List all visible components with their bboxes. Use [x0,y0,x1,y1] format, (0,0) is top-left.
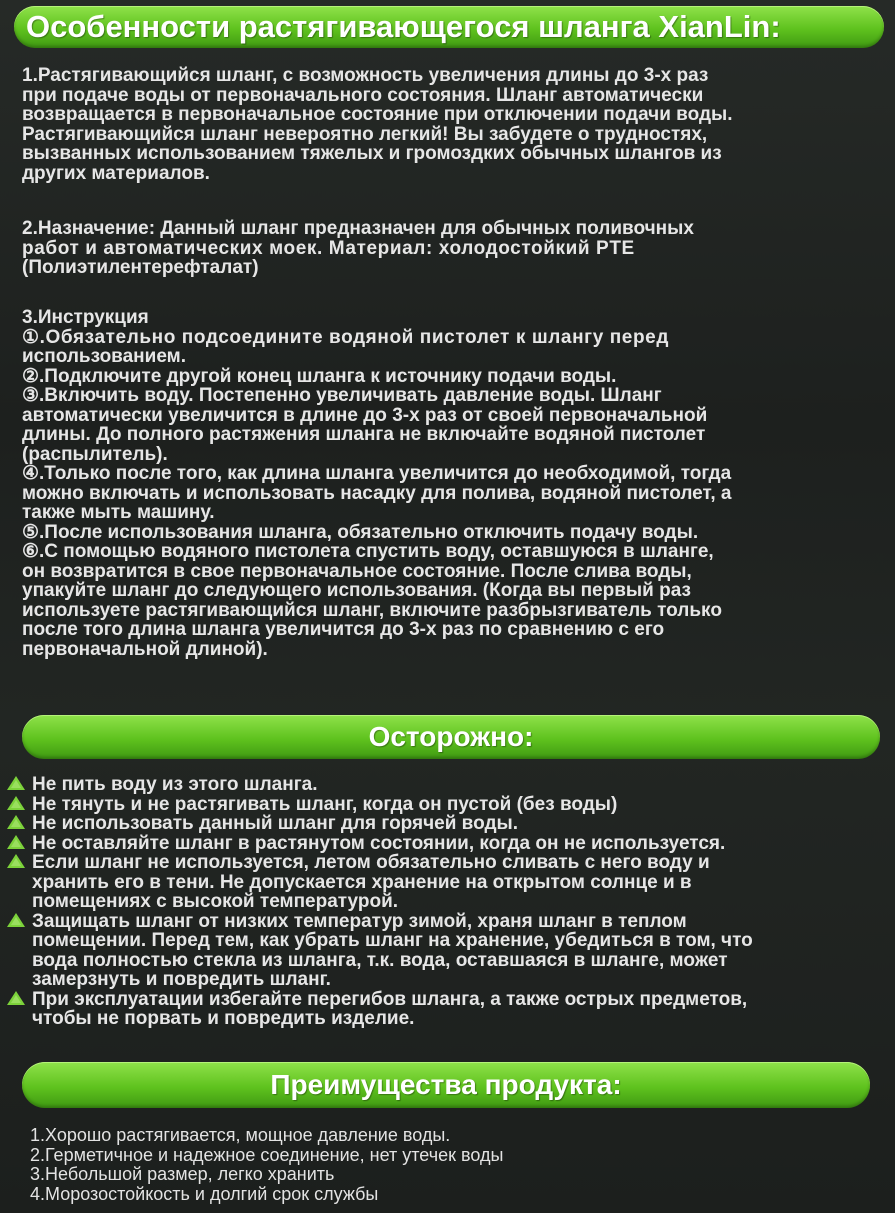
purpose-line: работ и автоматических моек. Материал: холодостойкий PTE [22,237,635,259]
green-triangle-bullet-icon [6,892,28,908]
intro-line: возвращается в первоначальное состояние при отключении подачи воды. [22,104,733,125]
green-triangle-bullet-icon [6,775,28,791]
caution-item [6,912,886,932]
intro-line: 1.Растягивающийся шланг, с возможность увеличения длины до 3-х раз [22,65,709,86]
benefits-banner [22,1062,870,1108]
green-triangle-bullet-icon [6,931,28,947]
caution-text: Если шланг не используется, летом обязательно сливать с него воду и [32,852,710,873]
instruction-line: он возвратится в свое первоначальное состояние. После слива воды, [22,560,692,582]
caution-text: помещении. Перед тем, как убрать шланг на хранение, убедиться в том, что [32,930,753,951]
instruction-line: ③.Включить воду. Постепенно увеличивать давление воды. Шланг [22,385,662,406]
instruction-line: ①.Обязательно подсоедините водяной пистолет к шлангу перед [22,326,670,348]
instruction-line: упакуйте шланг до следующего использования. (Когда вы первый раз [22,580,691,601]
caution-text: Не оставляйте шланг в растянутом состоянии, когда он не используется. [32,832,726,854]
green-triangle-bullet-icon [6,970,28,986]
caution-text: вода полностью стекла из шланга, т.к. вода, оставшаяся в шланге, может [32,949,728,971]
caution-text: При эксплуатации избегайте перегибов шланга, а также острых предметов, [32,988,748,1010]
caution-text: замерзнуть и повредить шланг. [32,969,331,990]
green-triangle-bullet-icon [6,814,28,830]
instruction-line: ④.Только после того, как длина шланга увеличится до необходимой, тогда [22,463,732,484]
instruction-section [22,308,888,659]
green-triangle-bullet-icon [6,834,28,850]
instruction-line: первоначальной длиной). [22,638,268,660]
purpose-line: 2.Назначение: Данный шланг предназначен для обычных поливочных [22,218,694,239]
instruction-line: использованием. [22,346,186,367]
instruction-heading: 3.Инструкция [22,307,149,328]
caution-item [6,990,886,1010]
caution-item [6,834,886,854]
intro-line: других материалов. [22,162,210,184]
benefits-list [30,1126,895,1204]
instruction-line: используете растягивающийся шланг, включите разбрызгиватель только [22,599,722,621]
green-triangle-bullet-icon [6,795,28,811]
instruction-line: ②.Подключите другой конец шланга к источнику подачи воды. [22,365,617,387]
caution-text: Не тянуть и не растягивать шланг, когда он пустой (без воды) [32,793,618,815]
green-triangle-bullet-icon [6,853,28,869]
instruction-line: также мыть машину. [22,502,215,523]
instruction-line: (распылитель). [22,443,168,465]
green-triangle-bullet-icon [6,951,28,967]
green-triangle-bullet-icon [6,1009,28,1025]
caution-item [6,951,886,971]
instruction-line: после того длина шланга увеличится до 3-х раз по сравнению с его [22,619,665,640]
green-triangle-bullet-icon [6,873,28,889]
caution-item [6,892,886,912]
benefit-item: 2.Герметичное и надежное соединение, нет утечек воды [30,1144,504,1165]
caution-text: Не пить воду из этого шланга. [32,774,318,795]
caution-text: помещениях с высокой температурой. [32,891,399,912]
caution-item [6,795,886,815]
caution-item [6,814,886,834]
benefit-item: 1.Хорошо растягивается, мощное давление воды. [30,1125,451,1145]
caution-item [6,873,886,893]
intro-section [22,66,888,183]
caution-list [6,775,886,1029]
caution-banner [22,715,880,759]
benefit-item: 3.Небольшой размер, легко хранить [30,1164,335,1184]
caution-item [6,970,886,990]
intro-line: Растягивающийся шланг невероятно легкий! Вы забудете о трудностях, [22,123,708,145]
header-title: Особенности растягивающегося шланга XianLin: [26,9,781,44]
purpose-section [22,219,888,278]
purpose-line: (Полиэтилентерефталат) [22,257,259,278]
intro-line: при подаче воды от первоначального состояния. Шланг автоматически [22,84,704,106]
caution-text: хранить его в тени. Не допускается хранение на открытом солнце и в [32,871,692,893]
caution-text: чтобы не порвать и повредить изделие. [32,1008,415,1029]
instruction-line: можно включать и использовать насадку для полива, водяной пистолет, а [22,482,732,504]
benefit-item: 4.Морозостойкость и долгий срок службы [30,1183,379,1204]
green-triangle-bullet-icon [6,990,28,1006]
caution-text: Защищать шланг от низких температур зимой, храня шланг в теплом [32,910,687,932]
header-banner [14,6,884,48]
caution-title: Осторожно: [368,721,534,752]
benefits-title: Преимущества продукта: [270,1069,622,1100]
instruction-line: длины. До полного растяжения шланга не включайте водяной пистолет [22,424,706,445]
caution-item [6,1009,886,1029]
intro-line: вызванных использованием тяжелых и громоздких обычных шлангов из [22,143,722,164]
instruction-line: автоматически увеличится в длине до 3-х раз от своей первоначальной [22,404,708,426]
caution-text: Не использовать данный шланг для горячей воды. [32,813,519,834]
instruction-line: ⑥.С помощью водяного пистолета спустить воду, оставшуюся в шланге, [22,541,714,562]
green-triangle-bullet-icon [6,912,28,928]
instruction-line: ⑤.После использования шланга, обязательно отключить подачу воды. [22,521,699,543]
caution-item [6,931,886,951]
caution-item [6,775,886,795]
caution-item [6,853,886,873]
